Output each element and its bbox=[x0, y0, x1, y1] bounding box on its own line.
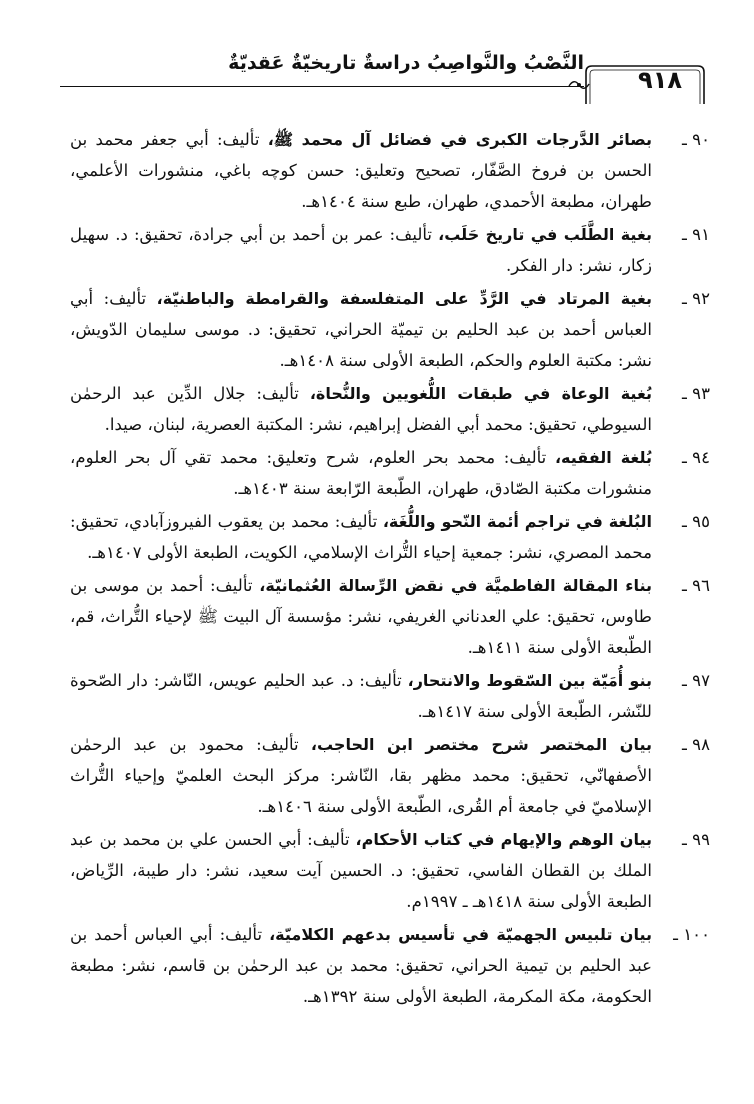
entry-text: تأليف: عمر بن أحمد بن أبي جرادة، تحقيق: د. سهيل زكار، نشر: دار الفكر. bbox=[70, 225, 652, 275]
list-item bbox=[70, 570, 710, 663]
page-number: ٩١٨ bbox=[638, 66, 682, 94]
entry-number: ١٠٠ ـ bbox=[673, 925, 710, 944]
entry-number: ٩٢ ـ bbox=[682, 289, 710, 308]
entry-body bbox=[70, 665, 652, 727]
entry-text: تأليف: د. عبد الحليم عويس، النّاشر: دار الصّحوة للنّشر، الطّبعة الأولى سنة ١٤١٧هـ. bbox=[70, 671, 652, 721]
entry-text: تأليف: أبي العباس أحمد بن عبد الحليم بن تيميّة الحراني، تحقيق: د. موسى سليمان الدّويش، نشر: مكتبة العلوم والحكم، الطبعة الأولى سنة ١٤٠٨هـ. bbox=[70, 289, 652, 370]
entry-body bbox=[70, 378, 652, 440]
entry-text: تأليف: محمد بحر العلوم، شرح وتعليق: محمد تقي آل بحر العلوم، منشورات مكتبة الصّادق، طهران، الطّبعة الرّابعة سنة ١٤٠٣هـ. bbox=[70, 448, 652, 498]
entry-title: بُلغة الفقيه، bbox=[554, 448, 653, 467]
bibliography-list bbox=[70, 124, 710, 1014]
entry-title: بصائر الدَّرجات الكبرى في فضائل آل محمد ﷺ، bbox=[267, 130, 653, 149]
list-item bbox=[70, 124, 710, 217]
list-item bbox=[70, 665, 710, 727]
entry-body bbox=[70, 729, 652, 822]
entry-number: ٩١ ـ bbox=[682, 225, 710, 244]
entry-number: ٩٠ ـ bbox=[682, 130, 710, 149]
entry-title: بغية المرتاد في الرَّدِّ على المتفلسفة والقرامطة والباطنيّة، bbox=[156, 289, 652, 308]
list-item bbox=[70, 283, 710, 376]
entry-text: تأليف: أبي الحسن علي بن محمد بن عبد الملك بن القطان الفاسي، تحقيق: د. الحسين آيت سعيد، نشر: دار طيبة، الرِّياض، الطبعة الأولى سنة ١٤١٨هـ ـ ١٩٩٧م. bbox=[70, 830, 652, 911]
header-rule bbox=[60, 86, 584, 87]
entry-number: ٩٦ ـ bbox=[682, 576, 710, 595]
entry-body bbox=[70, 506, 652, 568]
ornament-icon bbox=[568, 76, 590, 94]
entry-body bbox=[70, 283, 652, 376]
entry-title: بيان تلبيس الجهميّة في تأسيس بدعهم الكلاميّة، bbox=[269, 925, 652, 944]
list-item bbox=[70, 729, 710, 822]
entry-body bbox=[70, 124, 652, 217]
entry-text: تأليف: محمود بن عبد الرحمٰن الأصفهانّي، تحقيق: محمد مظهر بقا، النّاشر: مركز البحث العلميّ وإحياء التُّراث الإسلاميّ في جامعة أم القُرى، الطّبعة الأولى سنة ١٤٠٦هـ. bbox=[70, 735, 652, 816]
entry-body bbox=[70, 442, 652, 504]
entry-title: بنو أُمَيّة بين السّقوط والانتحار، bbox=[407, 671, 653, 690]
entry-title: بناء المقالة الفاطميَّة في نقض الرِّسالة العُثمانيّة، bbox=[259, 576, 652, 595]
entry-number: ٩٥ ـ bbox=[682, 512, 710, 531]
entry-body bbox=[70, 570, 652, 663]
list-item bbox=[70, 219, 710, 281]
entry-body bbox=[70, 919, 652, 1012]
page-header bbox=[56, 46, 706, 116]
entry-number: ٩٤ ـ bbox=[682, 448, 710, 467]
entry-number: ٩٨ ـ bbox=[682, 735, 710, 754]
list-item bbox=[70, 824, 710, 917]
entry-title: بيان المختصر شرح مختصر ابن الحاجب، bbox=[310, 735, 652, 754]
list-item bbox=[70, 378, 710, 440]
entry-number: ٩٧ ـ bbox=[682, 671, 710, 690]
entry-body bbox=[70, 824, 652, 917]
entry-number: ٩٩ ـ bbox=[682, 830, 710, 849]
entry-number: ٩٣ ـ bbox=[682, 384, 710, 403]
entry-text: تأليف: أبي العباس أحمد بن عبد الحليم بن تيمية الحراني، تحقيق: محمد بن عبد الرحمٰن بن قاسم، نشر: مطبعة الحكومة، مكة المكرمة، الطبعة الأولى سنة ١٣٩٢هـ. bbox=[70, 925, 652, 1006]
entry-body bbox=[70, 219, 652, 281]
entry-title: بيان الوهم والإيهام في كتاب الأحكام، bbox=[355, 830, 652, 849]
entry-title: بغية الطَّلَب في تاريخ حَلَب، bbox=[438, 225, 652, 244]
entry-text: تأليف: جلال الدِّين عبد الرحمٰن السيوطي، تحقيق: محمد أبي الفضل إبراهيم، نشر: المكتبة العصرية، لبنان، صيدا. bbox=[70, 384, 652, 434]
list-item bbox=[70, 442, 710, 504]
entry-text: تأليف: أحمد بن موسى بن طاوس، تحقيق: علي العدناني الغريفي، نشر: مؤسسة آل البيت ﷺ لإحياء التُّراث، قم، الطّبعة الأولى سنة ١٤١١هـ. bbox=[70, 576, 652, 657]
entry-text: تأليف: محمد بن يعقوب الفيروزآبادي، تحقيق: محمد المصري، نشر: جمعية إحياء التُّراث الإسلامي، الكويت، الطبعة الأولى ١٤٠٧هـ. bbox=[70, 512, 652, 562]
entry-text: تأليف: أبي جعفر محمد بن الحسن بن فروخ الصَّفّار، تصحيح وتعليق: حسن كوچه باغي، منشورات الأعلمي، طهران، مطبعة الأحمدي، طهران، طبع سنة ١٤٠٤هـ. bbox=[70, 130, 652, 211]
entry-title: البُلغة في تراجم أئمة النّحو واللُّغَة، bbox=[382, 512, 653, 531]
list-item bbox=[70, 919, 710, 1012]
running-title: النَّصْبُ والنَّواصِبُ دراسةٌ تاريخيّةٌ عَقديّةٌ bbox=[228, 52, 584, 74]
entry-title: بُغية الوعاة في طبقات اللُّغويين والنُّحاة، bbox=[309, 384, 652, 403]
list-item bbox=[70, 506, 710, 568]
